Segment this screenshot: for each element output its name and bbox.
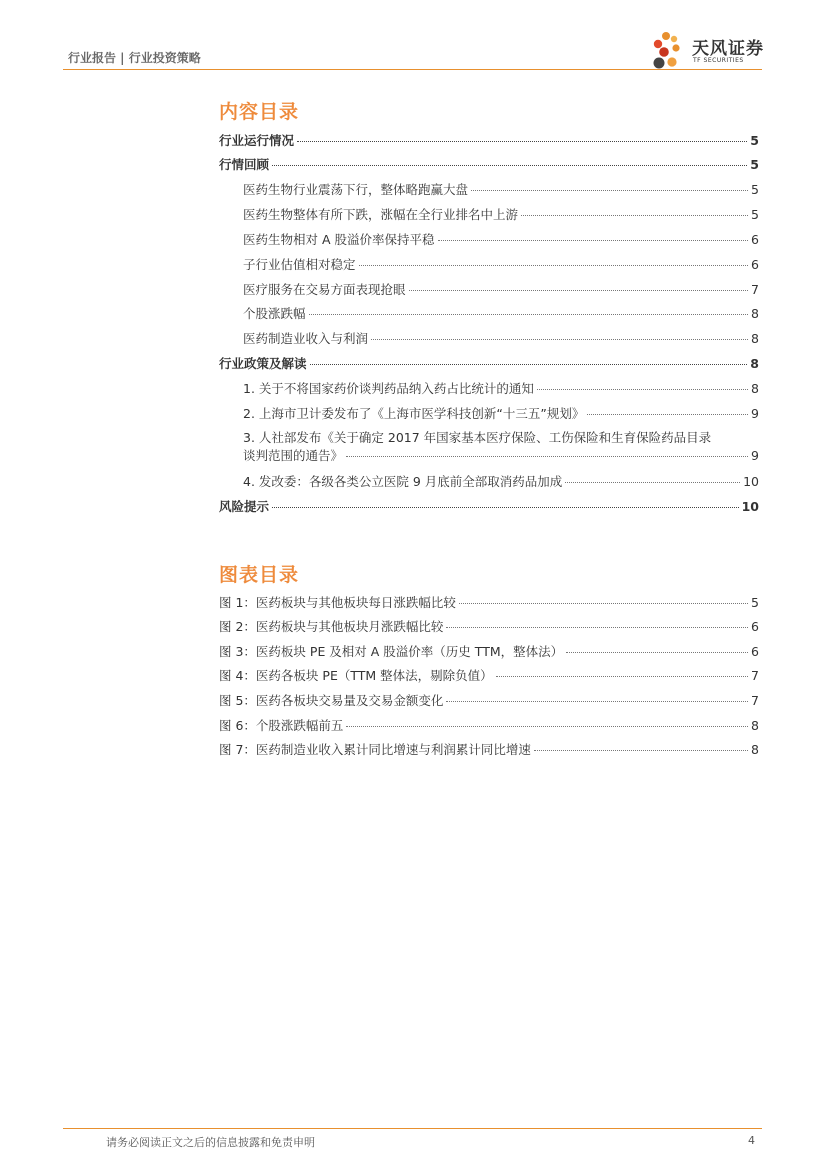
leader-dots <box>534 750 748 751</box>
toc-entry-page: 5 <box>751 182 759 197</box>
figure-entry-label: 图 5：医药各板块交易量及交易金额变化 <box>219 693 444 708</box>
figure-entry-label: 图 1：医药板块与其他板块每日涨跌幅比较 <box>219 595 456 610</box>
toc-subentry[interactable] <box>243 205 759 223</box>
toc-entry[interactable] <box>219 155 759 173</box>
leader-dots <box>446 627 748 628</box>
toc-entry-label: 医药生物整体有所下跌，涨幅在全行业排名中上游 <box>243 207 519 222</box>
leader-dots <box>537 389 748 390</box>
toc-entry-page: 9 <box>751 448 759 463</box>
toc-subentry[interactable] <box>243 329 759 347</box>
figure-entry-page: 8 <box>751 718 759 733</box>
page-header <box>0 0 827 72</box>
leader-dots <box>310 364 748 365</box>
toc-entry-page: 6 <box>751 257 759 272</box>
figure-entry-page: 7 <box>751 693 759 708</box>
toc-entry-page: 10 <box>741 499 759 514</box>
figure-entry-page: 5 <box>751 595 759 610</box>
company-logo <box>650 30 766 72</box>
toc-entry-label: 子行业估值相对稳定 <box>243 257 356 272</box>
leader-dots <box>409 290 749 291</box>
toc-entry-label: 1. 关于不将国家药价谈判药品纳入药占比统计的通知 <box>243 381 534 396</box>
leader-dots <box>471 190 748 191</box>
logo-petals-icon <box>650 30 690 72</box>
toc-entry-label: 医药生物相对 A 股溢价率保持平稳 <box>243 232 435 247</box>
figure-entry[interactable] <box>219 740 759 758</box>
toc-subentry[interactable] <box>243 379 759 397</box>
leader-dots <box>459 603 748 604</box>
figure-entry-label: 图 3：医药板块 PE 及相对 A 股溢价率（历史 TTM，整体法） <box>219 644 564 659</box>
figure-entry[interactable] <box>219 617 759 635</box>
toc-entry-page: 8 <box>750 356 759 371</box>
figure-entry[interactable] <box>219 666 759 684</box>
leader-dots <box>565 482 740 483</box>
toc-entry-page: 5 <box>751 207 759 222</box>
leader-dots <box>346 456 748 457</box>
toc-entry[interactable] <box>219 497 759 515</box>
toc-entry-label: 行业政策及解读 <box>219 356 307 371</box>
leader-dots <box>496 676 748 677</box>
figure-entry-label: 图 4：医药各板块 PE（TTM 整体法，剔除负值） <box>219 668 493 683</box>
logo-name: 天风证券 <box>692 39 764 59</box>
leader-dots <box>309 314 749 315</box>
footer-disclaimer: 请务必阅读正文之后的信息披露和免责申明 <box>106 1136 315 1149</box>
leader-dots <box>297 141 747 142</box>
footer-divider <box>63 1128 762 1129</box>
page-number: 4 <box>748 1134 755 1147</box>
leader-dots <box>272 165 747 166</box>
toc-subentry[interactable] <box>243 472 759 490</box>
leader-dots <box>371 339 748 340</box>
toc-entry-page: 10 <box>743 474 759 489</box>
toc-entry-page: 9 <box>751 406 759 421</box>
toc-entry-label: 2. 上海市卫计委发布了《上海市医学科技创新“十三五”规划》 <box>243 406 585 421</box>
toc-subentry[interactable] <box>243 404 759 422</box>
toc-entry-label-line2: 谈判范围的通告》 <box>243 448 344 463</box>
logo-subtitle: TF SECURITIES <box>693 57 744 64</box>
figure-entry-label: 图 2：医药板块与其他板块月涨跌幅比较 <box>219 619 444 634</box>
leader-dots <box>521 215 748 216</box>
toc-subentry[interactable] <box>243 180 759 198</box>
toc-subentry[interactable] <box>243 255 759 273</box>
figure-entry-label: 图 6：个股涨跌幅前五 <box>219 718 344 733</box>
toc-entry-label: 行情回顾 <box>219 157 270 172</box>
report-breadcrumb: 行业报告 | 行业投资策略 <box>68 51 201 65</box>
figure-entry[interactable] <box>219 691 759 709</box>
leader-dots <box>566 652 748 653</box>
toc-subentry[interactable] <box>243 280 759 298</box>
figure-entry-page: 6 <box>751 644 759 659</box>
toc-entry-label: 医疗服务在交易方面表现抢眼 <box>243 282 406 297</box>
figure-entry-page: 8 <box>751 742 759 757</box>
figure-entry-label: 图 7：医药制造业收入累计同比增速与利润累计同比增速 <box>219 742 531 757</box>
toc-entry-page: 8 <box>751 306 759 321</box>
toc-entry-page: 5 <box>750 133 759 148</box>
toc-entry-label: 风险提示 <box>219 499 270 514</box>
toc-entry[interactable] <box>219 131 759 149</box>
toc-entry-page: 5 <box>750 157 759 172</box>
leader-dots <box>272 507 739 508</box>
toc-title: 内容目录 <box>219 101 300 123</box>
figure-entry[interactable] <box>219 642 759 660</box>
toc-subentry[interactable] <box>243 304 759 322</box>
leader-dots <box>587 414 748 415</box>
toc-subentry[interactable] <box>243 230 759 248</box>
toc-entry-label: 医药制造业收入与利润 <box>243 331 369 346</box>
toc-subentry-multiline[interactable] <box>243 429 759 465</box>
figure-entry[interactable] <box>219 593 759 611</box>
toc-entry-page: 8 <box>751 331 759 346</box>
toc-entry-label: 医药生物行业震荡下行，整体略跑赢大盘 <box>243 182 469 197</box>
toc-entry-page: 8 <box>751 381 759 396</box>
figure-entry-page: 6 <box>751 619 759 634</box>
figure-entry-page: 7 <box>751 668 759 683</box>
leader-dots <box>359 265 749 266</box>
leader-dots <box>446 701 748 702</box>
figure-list-title: 图表目录 <box>219 564 300 586</box>
toc-entry-label-line1: 3. 人社部发布《关于确定 2017 年国家基本医疗保险、工伤保险和生育保险药品目录 <box>243 430 712 445</box>
toc-entry-label: 行业运行情况 <box>219 133 295 148</box>
toc-entry-label: 4. 发改委：各级各类公立医院 9 月底前全部取消药品加成 <box>243 474 563 489</box>
leader-dots <box>438 240 749 241</box>
toc-entry-page: 7 <box>751 282 759 297</box>
leader-dots <box>346 726 748 727</box>
toc-entry-label: 个股涨跌幅 <box>243 306 306 321</box>
toc-entry-page: 6 <box>751 232 759 247</box>
figure-entry[interactable] <box>219 716 759 734</box>
toc-entry[interactable] <box>219 354 759 372</box>
